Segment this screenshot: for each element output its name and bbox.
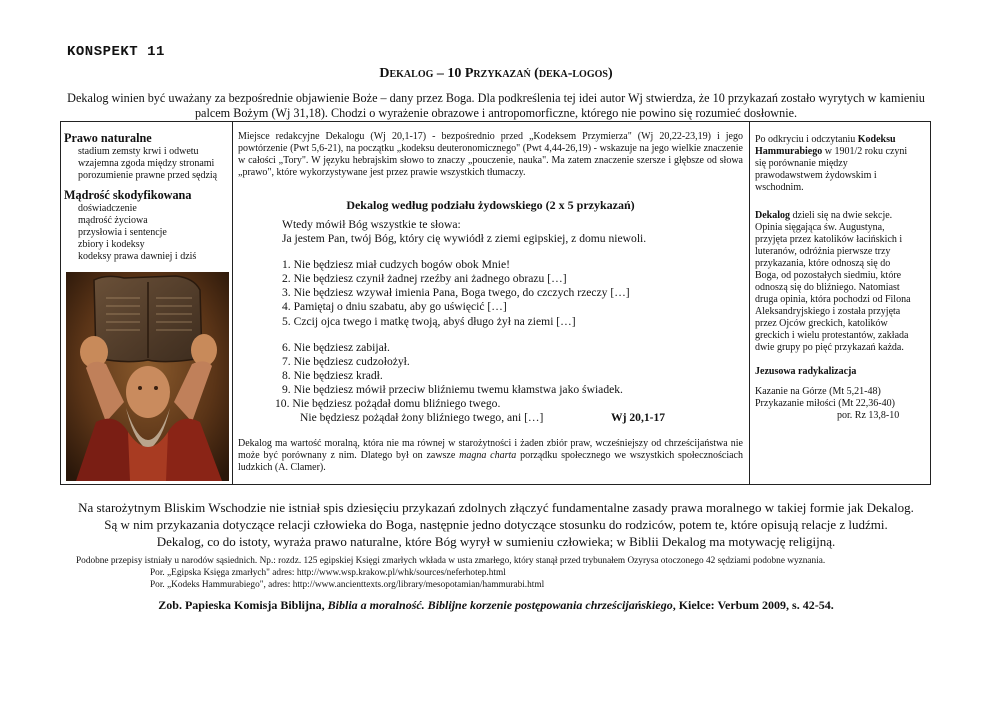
reference-line-last: por. Rz 13,8-10 [837,410,900,421]
commandments-list [275,218,742,425]
footnote-link-line: Por. „Egipska Księga zmarłych" adres: http://www.wsp.krakow.pl/whk/sources/neferhotep.html [150,568,506,578]
jesus-radicalization-heading: Jezusowa radykalizacja [755,366,857,377]
natural-law-item: wzajemna zgoda między stronami [78,158,215,169]
commandment-item: 3. Nie będziesz wzywał imienia Pana, Boga twego, do czczych rzeczy […] [282,286,630,300]
value-emphasis: magna charta [459,450,517,461]
value-text-end: porządku społecznego we wszystkich społecznościach ludzkich (A. Clamer). [238,450,743,473]
column-divider-left [232,121,233,485]
codified-wisdom-heading: Mądrość skodyfikowana [64,188,192,202]
commandment-item: 10. Nie będziesz pożądał domu bliźniego twego. [275,397,501,411]
hammurabi-text-end: w 1901/2 roku czyni się porównanie między prawodawstwem żydowskim i wschodnim. [755,146,908,193]
commandment-item: 1. Nie będziesz miał cudzych bogów obok Mnie! [282,258,510,272]
wisdom-item: przysłowia i sentencje [78,227,167,238]
summary-block [60,499,932,550]
title-paren: (deka-logos) [534,66,613,81]
natural-law-item: porozumienie prawne przed sędzią [78,170,218,181]
summary-line: Na starożytnym Bliskim Wschodzie nie istniał spis dziesięciu przykazań zdolnych złączyć fundamentalne zasady prawa moralnego w takiej formie jak Dekalog. [78,500,914,515]
bibliography-title: Biblia a moralność. Biblijne korzenie postępowania chrześcijańskiego [327,598,673,612]
commandment-last-line: Nie będziesz pożądał żony bliźniego twego, ani […] [300,411,544,425]
bibliography-publisher: , Kielce: Verbum 2009, s. 42-54. [672,598,834,612]
commandment-item: 2. Nie będziesz czynił żadnej rzeźby ani żadnego obrazu […] [282,272,567,286]
summary-line: Dekalog, co do istoty, wyraża prawo naturalne, które Bóg wyrył w sumieniu człowieka; w Biblii Dekalog ma motywację religijną. [156,534,836,549]
natural-law-heading: Prawo naturalne [64,131,152,145]
footnote-link-line: Por. „Kodeks Hammurabiego", adres: http://www.ancienttexts.org/library/mesopotamian/hammurabi.html [150,580,545,590]
moses-tablets-image [66,272,229,481]
hammurabi-paragraph [755,134,915,194]
footnote-line: Podobne przepisy istniały u narodów sąsiednich. Np.: rozdz. 125 egipskiej Księgi zmarłych wkłada w usta zmarłego, który stanął przed trybunałem Ozyrysa otoczonego 42 sędziami podobne wyznania. [76,556,826,566]
moses-painting-icon [66,272,229,481]
bibliography-line [0,598,992,613]
wisdom-item: doświadczenie [78,203,137,214]
hammurabi-text: Po odkryciu i odczytaniu [755,134,858,145]
reference-line: Przykazanie miłości (Mt 22,36-40) [755,398,895,409]
left-column [64,131,232,263]
sections-text: dzieli się na dwie sekcje. Opinia sięgająca św. Augustyna, przyjęta przez katolików łacińskich i luteranów, odróżnia pierwsze trzy przykazania, które odnoszą się do Boga, od pozostałych siedmiu, które odnoszą się do bliźniego. Natomiast druga opinia, która pochodzi od Filona Aleksandryjskiego i została przyjęta przez Ojców greckich, katolików greckich i wielu protestantów, zakłada dwie grupy po pięć przykazań każda. [755,210,911,353]
bibliography-author: Zob. Papieska Komisja Biblijna, [158,598,328,612]
summary-line: Są w nim przykazania dotyczące relacji człowieka do Boga, następnie jedno dotyczące stosunku do rodziców, potem te, które opisują relacje z ludźmi. [104,517,888,532]
wisdom-item: mądrość życiowa [78,215,148,226]
right-column [755,134,915,422]
title-main: Dekalog – 10 Przykazań [379,66,531,81]
hammurabi-bold: Kodeksu Hammurabiego [755,134,896,157]
commandments-intro-line: Ja jestem Pan, twój Bóg, który cię wywiódł z ziemi egipskiej, z domu niewoli. [282,232,647,246]
page-title [0,66,992,82]
page-label: KONSPEKT 11 [67,44,165,60]
footnote-block [76,555,936,591]
commandment-item: 9. Nie będziesz mówił przeciw bliźniemu twemu kłamstwa jako świadek. [282,382,623,396]
column-divider-right [749,121,750,485]
intro-paragraph: Dekalog winien być uważany za bezpośrednie objawienie Boże – dany przez Boga. Dla podkreślenia tej idei autor Wj stwierdza, że 10 przykazań zostało wyrytych w kamieniu palcem Bożym (Wj 31,18). Chodzi o wyrażenie obrazowe i antropomorficzne, którego nie powino się rozumieć dosłownie. [67,91,925,120]
commandments-intro-line: Wtedy mówił Bóg wszystkie te słowa: [282,218,461,231]
sections-paragraph [755,210,915,354]
wisdom-item: zbiory i kodeksy [78,239,145,250]
commandment-item: 8. Nie będziesz kradł. [282,368,383,382]
scripture-reference: Wj 20,1-17 [611,411,666,425]
commandment-item: 6. Nie będziesz zabijał. [282,340,390,354]
value-text: Dekalog ma wartość moralną, która nie ma równej w starożytności i żaden zbiór praw, wcześniejszy od chrześcijaństwa nie może być porównany z nim. Dlatego był on zawsze [238,438,743,461]
reference-line: Kazanie na Górze (Mt 5,21-48) [755,386,881,397]
commandment-item: 7. Nie będziesz cudzołożył. [282,354,410,368]
sections-bold: Dekalog [755,210,790,221]
natural-law-item: stadium zemsty krwi i odwetu [78,146,199,157]
redaction-paragraph: Miejsce redakcyjne Dekalogu (Wj 20,1-17) - bezpośrednio przed „Kodeksem Przymierza" (Wj 20,22-23,19) i jego powtórzenie (Pwt 5,6-21), na początku „kodeksu deuteronomicznego" (Pwt 4,44-26,19) - wskazuje na jego wielkie znaczenie w całości „Tory". W języku hebrajskim słowo to znaczy „pouczenie, nauka". Ma zatem znaczenie szersze i głębsze od słowa „prawo", które wykorzystywane jest przez prawie wszystkich tłumaczy. [238,131,743,178]
wisdom-item: kodeksy prawa dawniej i dziś [78,251,197,262]
commandment-item: 4. Pamiętaj o dniu szabatu, aby go uświęcić […] [282,300,507,314]
commands-heading: Dekalog według podziału żydowskiego (2 x 5 przykazań) [346,198,635,212]
commandment-item: 5. Czcij ojca twego i matkę twoją, abyś długo żył na ziemi […] [282,314,576,328]
value-paragraph [238,438,743,474]
